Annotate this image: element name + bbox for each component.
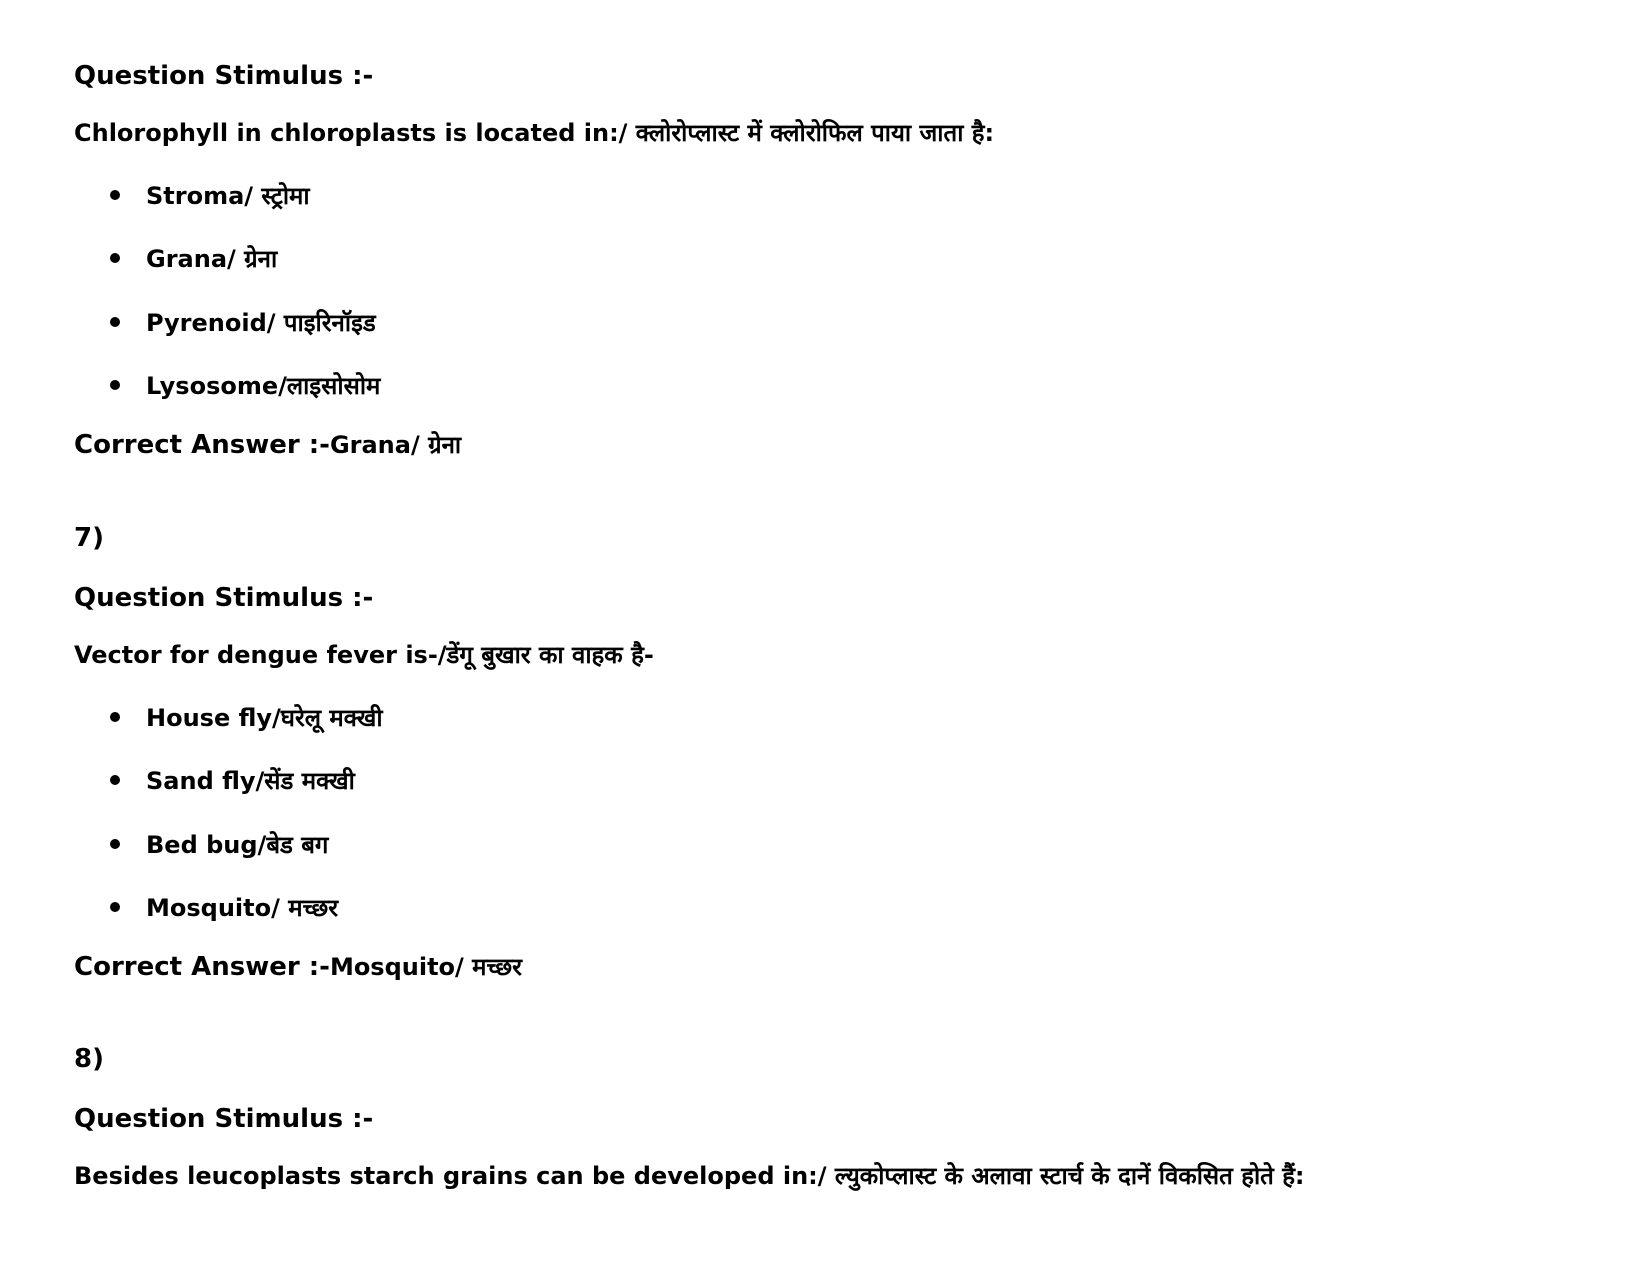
q7-number: 7) [74, 523, 104, 553]
option-label: Bed bug/बेड बग [146, 831, 329, 859]
q7-correct-answer [74, 950, 522, 983]
q7-option-2 [110, 766, 355, 796]
q6-option-2 [110, 244, 277, 274]
bullet-icon [110, 380, 120, 390]
document-page [74, 0, 1614, 1275]
q8-number: 8) [74, 1044, 104, 1074]
correct-answer-label: Correct Answer :- [74, 430, 330, 460]
q6-question-text: Chlorophyll in chloroplasts is located in:/ क्लोरोप्लास्ट में क्लोरोफिल पाया जाता है: [74, 119, 995, 147]
option-label: Pyrenoid/ पाइरिनॉइड [146, 309, 376, 337]
q8-stimulus-label: Question Stimulus :- [74, 1104, 374, 1134]
q7-option-4 [110, 893, 338, 923]
q6-option-1 [110, 181, 310, 211]
q7-question-text: Vector for dengue fever is-/डेंगू बुखार का वाहक है- [74, 641, 654, 669]
bullet-icon [110, 775, 120, 785]
option-label: Mosquito/ मच्छर [146, 894, 339, 922]
q6-stimulus-label: Question Stimulus :- [74, 61, 374, 91]
q6-option-3 [110, 308, 376, 338]
correct-answer-label: Correct Answer :- [74, 952, 330, 982]
option-label: Lysosome/लाइसोसोम [146, 372, 381, 400]
q7-stimulus-label: Question Stimulus :- [74, 583, 374, 613]
bullet-icon [110, 253, 120, 263]
bullet-icon [110, 839, 120, 849]
option-label: Stroma/ स्ट्रोमा [146, 182, 310, 210]
option-label: Sand fly/सेंड मक्खी [146, 767, 355, 795]
q6-correct-answer [74, 428, 461, 461]
correct-answer-value: Grana/ ग्रेना [329, 431, 462, 459]
q7-option-3 [110, 830, 328, 860]
option-label: Grana/ ग्रेना [146, 245, 278, 273]
option-label: House fly/घरेलू मक्खी [146, 704, 383, 732]
q6-option-4 [110, 371, 380, 401]
correct-answer-value: Mosquito/ मच्छर [329, 953, 522, 981]
bullet-icon [110, 902, 120, 912]
q8-question-text: Besides leucoplasts starch grains can be developed in:/ ल्युकोप्लास्ट के अलावा स्टार्च के दानें विकसित होते हैं: [74, 1162, 1305, 1190]
q7-option-1 [110, 703, 383, 733]
bullet-icon [110, 190, 120, 200]
bullet-icon [110, 712, 120, 722]
bullet-icon [110, 317, 120, 327]
